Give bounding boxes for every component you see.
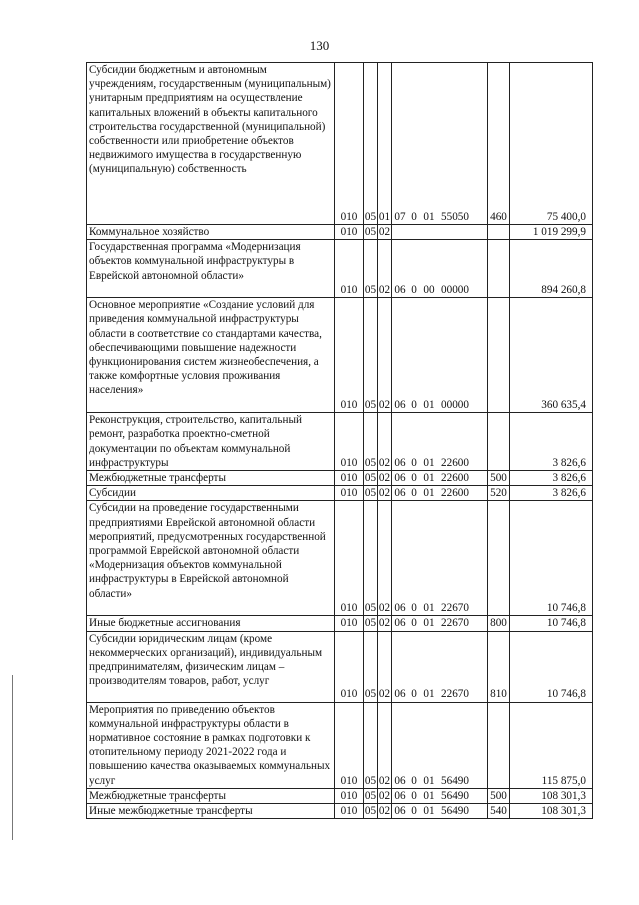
target-article-part: 06: [394, 789, 406, 802]
ved-code: 010: [335, 804, 364, 819]
row-name: Реконструкция, строительство, капитальный ремонт, разработка проектно-сметной документации по объектам коммунальной инфраструктуры: [87, 413, 335, 471]
target-article-part: 06: [394, 284, 406, 296]
target-article-part: 0: [411, 688, 417, 701]
amount: 894 260,8: [510, 240, 593, 298]
target-article-code: [392, 413, 488, 471]
target-article-part: 01: [423, 210, 435, 223]
amount: 1 019 299,9: [510, 225, 593, 240]
expense-type-code: [488, 702, 510, 788]
table-row: [87, 501, 593, 616]
row-name: Субсидии бюджетным и автономным учреждениям, государственным (муниципальным) унитарным предприятиям на осуществление капитальных вложений в объекты капитального строительства государственной (муниципальной) собственности или приобретение объектов недвижимого имущества в государственную (муниципальную) собственность: [87, 63, 335, 225]
amount: 115 875,0: [510, 702, 593, 788]
target-article-part: 56490: [441, 805, 469, 818]
ved-code: 010: [335, 413, 364, 471]
table-row: [87, 702, 593, 788]
amount: 10 746,8: [510, 501, 593, 616]
expense-type-code: 500: [488, 788, 510, 803]
page-number: 130: [309, 38, 330, 53]
target-article-part: 0: [411, 774, 417, 787]
expense-type-code: 800: [488, 616, 510, 631]
target-article-part: 06: [394, 602, 406, 615]
target-article-code: [392, 616, 488, 631]
target-article-code: [392, 501, 488, 616]
expense-type-code: [488, 413, 510, 471]
table-row: [87, 63, 593, 225]
scan-margin-line: [12, 675, 13, 840]
razdel-code: 05: [364, 702, 378, 788]
target-article-part: 22600: [441, 487, 469, 500]
podrazdel-code: 02: [378, 413, 392, 471]
row-name: Иные межбюджетные трансферты: [87, 804, 335, 819]
expense-type-code: 520: [488, 486, 510, 501]
target-article-part: 01: [423, 774, 435, 787]
expense-type-code: [488, 225, 510, 240]
podrazdel-code: 02: [378, 226, 391, 238]
target-article-part: 22600: [441, 472, 469, 485]
target-article-part: 0: [411, 284, 417, 296]
ved-code: 010: [335, 616, 364, 631]
target-article-part: 22600: [441, 456, 469, 469]
amount: 10 746,8: [510, 616, 593, 631]
target-article-part: 22670: [441, 602, 469, 615]
razdel-code: 05: [364, 631, 378, 702]
target-article-part: 0: [411, 456, 417, 469]
podrazdel-code: 02: [378, 617, 391, 630]
amount: 3 826,6: [510, 413, 593, 471]
target-article-part: 00000: [441, 399, 469, 411]
target-article-part: 56490: [441, 789, 469, 802]
expense-type-code: 810: [488, 631, 510, 702]
table-row: [87, 486, 593, 501]
ved-code: 010: [335, 63, 364, 225]
target-article-part: 0: [411, 789, 417, 802]
razdel-code: 05: [364, 413, 378, 471]
amount: 108 301,3: [510, 788, 593, 803]
table-row: [87, 616, 593, 631]
target-article-part: 01: [423, 688, 435, 701]
row-name: Государственная программа «Модернизация объектов коммунальной инфраструктуры в Еврейской автономной области»: [87, 240, 335, 298]
ved-code: 010: [335, 788, 364, 803]
podrazdel-code: 02: [378, 702, 392, 788]
target-article-part: 00000: [441, 284, 469, 296]
ved-code: 010: [335, 631, 364, 702]
razdel-code: 05: [364, 298, 378, 413]
row-name: Субсидии на проведение государственными предприятиями Еврейской автономной области мероприятий, предусмотренных государственной программой Еврейской автономной области «Модернизация объектов коммунальной инфраструктуры в Еврейской автономной области»: [87, 501, 335, 616]
target-article-part: 06: [394, 617, 406, 630]
expense-type-code: [488, 501, 510, 616]
podrazdel-code: 02: [378, 501, 392, 616]
amount: 3 826,6: [510, 486, 593, 501]
target-article-part: 06: [394, 774, 406, 787]
target-article-code: [392, 702, 488, 788]
target-article-part: 22670: [441, 617, 469, 630]
razdel-code: 05: [364, 63, 378, 225]
target-article-part: 01: [423, 487, 435, 500]
podrazdel-code: 02: [378, 487, 391, 500]
row-name: Коммунальное хозяйство: [87, 225, 335, 240]
target-article-part: 0: [411, 210, 417, 223]
target-article-part: 0: [411, 805, 417, 818]
target-article-code: [392, 298, 488, 413]
target-article-part: 06: [394, 805, 406, 818]
target-article-code: [392, 804, 488, 819]
table-row: [87, 804, 593, 819]
amount: 75 400,0: [510, 63, 593, 225]
razdel-code: 05: [364, 789, 377, 802]
row-name: Иные бюджетные ассигнования: [87, 616, 335, 631]
budget-table: [86, 62, 593, 819]
target-article-part: 01: [423, 399, 435, 411]
row-name: Основное мероприятие «Создание условий для приведения коммунальной инфраструктуры области в соответствие со стандартами качества, обеспечивающими повышение надежности функционирования систем жизнеобеспечения, а также комфортные условия проживания населения»: [87, 298, 335, 413]
podrazdel-code: 02: [378, 298, 392, 413]
target-article-part: 01: [423, 472, 435, 485]
target-article-part: 01: [423, 456, 435, 469]
target-article-part: 06: [394, 487, 406, 500]
table-row: [87, 225, 593, 240]
target-article-part: 00: [423, 284, 435, 296]
target-article-code: [392, 631, 488, 702]
razdel-code: 05: [364, 226, 377, 238]
row-name: Мероприятия по приведению объектов коммунальной инфраструктуры области в нормативное состояние в рамках подготовки к отопительному периоду 2021-2022 года и повышению качества оказываемых коммунальных услуг: [87, 702, 335, 788]
amount: 108 301,3: [510, 804, 593, 819]
target-article-code: [392, 486, 488, 501]
target-article-code: [392, 471, 488, 486]
amount: 10 746,8: [510, 631, 593, 702]
target-article-part: 0: [411, 399, 417, 411]
expense-type-code: 500: [488, 471, 510, 486]
table-row: [87, 240, 593, 298]
target-article-part: 06: [394, 472, 406, 485]
target-article-code: [392, 788, 488, 803]
target-article-part: 55050: [441, 210, 469, 223]
podrazdel-code: 02: [378, 240, 392, 298]
razdel-code: 05: [364, 805, 377, 818]
target-article-part: 06: [394, 456, 406, 469]
expense-type-code: [488, 240, 510, 298]
ved-code: 010: [335, 501, 364, 616]
target-article-code: [392, 63, 488, 225]
target-article-part: 01: [423, 805, 435, 818]
target-article-part: 01: [423, 602, 435, 615]
ved-code: 010: [335, 240, 364, 298]
expense-type-code: [488, 298, 510, 413]
target-article-part: 0: [411, 617, 417, 630]
row-name: Субсидии юридическим лицам (кроме некоммерческих организаций), индивидуальным предпринимателям, физическим лицам – производителям товаров, работ, услуг: [87, 631, 335, 702]
podrazdel-code: 01: [378, 63, 392, 225]
row-name: Межбюджетные трансферты: [87, 788, 335, 803]
podrazdel-code: 02: [378, 631, 392, 702]
target-article-part: 06: [394, 399, 406, 411]
table-row: [87, 788, 593, 803]
razdel-code: 05: [364, 472, 377, 485]
target-article-code: [392, 225, 488, 240]
target-article-part: 01: [423, 617, 435, 630]
ved-code: 010: [335, 702, 364, 788]
target-article-part: 0: [411, 472, 417, 485]
target-article-part: 07: [394, 210, 406, 223]
target-article-code: [392, 240, 488, 298]
table-row: [87, 631, 593, 702]
row-name: Межбюджетные трансферты: [87, 471, 335, 486]
amount: 3 826,6: [510, 471, 593, 486]
expense-type-code: 460: [488, 63, 510, 225]
ved-code: 010: [335, 298, 364, 413]
podrazdel-code: 02: [378, 805, 391, 818]
amount: 360 635,4: [510, 298, 593, 413]
razdel-code: 05: [364, 487, 377, 500]
target-article-part: 06: [394, 688, 406, 701]
expense-type-code: 540: [488, 804, 510, 819]
target-article-part: 22670: [441, 688, 469, 701]
ved-code: 010: [335, 471, 364, 486]
table-row: [87, 413, 593, 471]
razdel-code: 05: [364, 240, 378, 298]
target-article-part: 01: [423, 789, 435, 802]
razdel-code: 05: [364, 617, 377, 630]
table-row: [87, 298, 593, 413]
target-article-part: 0: [411, 602, 417, 615]
table-row: [87, 471, 593, 486]
ved-code: 010: [335, 225, 364, 240]
razdel-code: 05: [364, 501, 378, 616]
target-article-part: 0: [411, 487, 417, 500]
ved-code: 010: [335, 486, 364, 501]
podrazdel-code: 02: [378, 472, 391, 485]
row-name: Субсидии: [87, 486, 335, 501]
target-article-part: 56490: [441, 774, 469, 787]
podrazdel-code: 02: [378, 789, 391, 802]
